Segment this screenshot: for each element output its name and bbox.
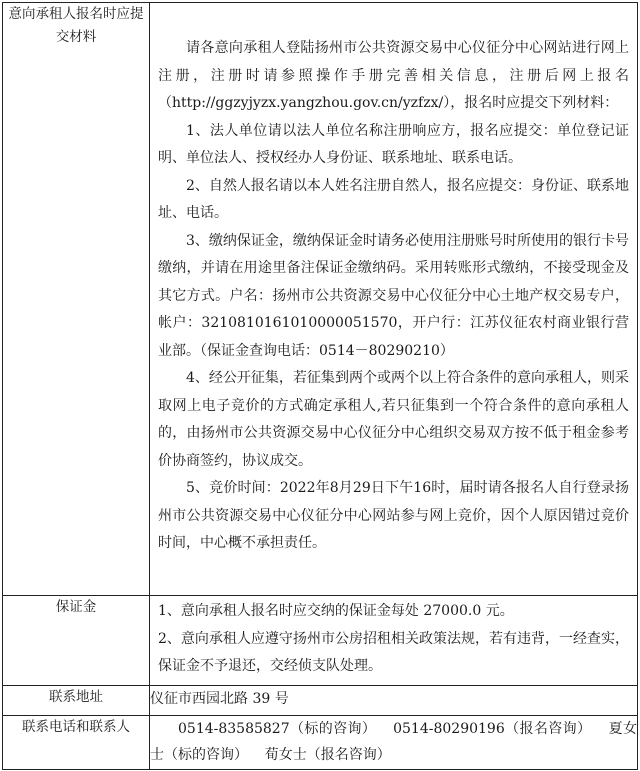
deposit-item-2: 2、意向承租人应遵守扬州市公房招租相关政策法规，若有违背，一经查实，保证金不予退还，交经侦支队处理。 [158, 630, 629, 674]
contact-text [150, 716, 637, 768]
materials-label: 意向承租人报名时应提交材料 [3, 3, 150, 596]
address-row [3, 686, 638, 716]
materials-item-2: 2、自然人报名请以本人姓名注册自然人，报名应提交：身份证、联系地址、电话。 [158, 177, 629, 221]
contact-person-2: 荀女士（报名咨询） [264, 747, 391, 763]
deposit-item-1: 1、意向承租人报名时应交纳的保证金每处 27000.0 元。 [158, 603, 514, 619]
contact-label: 联系电话和联系人 [3, 716, 150, 770]
deposit-row [3, 596, 638, 686]
deposit-text [150, 596, 637, 681]
materials-intro: 请各意向承租人登陆扬州市公共资源交易中心仪征分中心网站进行网上注册，注册时请参照操作手册完善相关信息，注册后网上报名（http://ggzyjyzx.yangzhou.gov.cn/yzfzx/），报名时应提交下列材料： [158, 40, 629, 111]
deposit-label: 保证金 [3, 596, 150, 686]
materials-text [150, 3, 637, 558]
materials-item-5: 5、竞价时间：2022年8月29日下午16时，届时请各报名人自行登录扬州市公共资源交易中心仪征分中心网站参与网上竞价，因个人原因错过竞价时间，中心概不承担责任。 [158, 480, 629, 551]
address-label: 联系地址 [3, 686, 150, 716]
contact-phone-2: 0514-80290196（报名咨询） [393, 721, 592, 737]
materials-item-1: 1、法人单位请以法人单位名称注册响应方，报名应提交：单位登记证明、单位法人、授权经办人身份证、联系地址、联系电话。 [158, 122, 629, 166]
materials-row [3, 3, 638, 596]
deposit-content [150, 596, 638, 686]
contact-phone-1: 0514-83585827（标的咨询） [178, 721, 377, 737]
contact-person-1: 夏女士（标的咨询） [150, 721, 637, 763]
address-value: 仪征市西园北路 39 号 [150, 686, 638, 716]
materials-content [150, 3, 638, 596]
contact-row [3, 716, 638, 770]
materials-item-4: 4、经公开征集，若征集到两个或两个以上符合条件的意向承租人，则采取网上电子竞价的方式确定承租人,若只征集到一个符合条件的意向承租人的，由扬州市公共资源交易中心仪征分中心组织交易双方按不低于租金参考价协商签约，协议成交。 [158, 370, 629, 469]
materials-item-3: 3、缴纳保证金，缴纳保证金时请务必使用注册账号时所使用的银行卡号缴纳，并请在用途里备注保证金缴纳码。采用转账形式缴纳，不接受现金及其它方式。户名：扬州市公共资源交易中心仪征分中心土地产权交易专户，帐户：3210810161010000051570，开户行：江苏仪征农村商业银行营业部。（保证金查询电话：0514－80290210） [158, 232, 629, 359]
contact-content [150, 716, 638, 770]
info-table [2, 2, 638, 770]
